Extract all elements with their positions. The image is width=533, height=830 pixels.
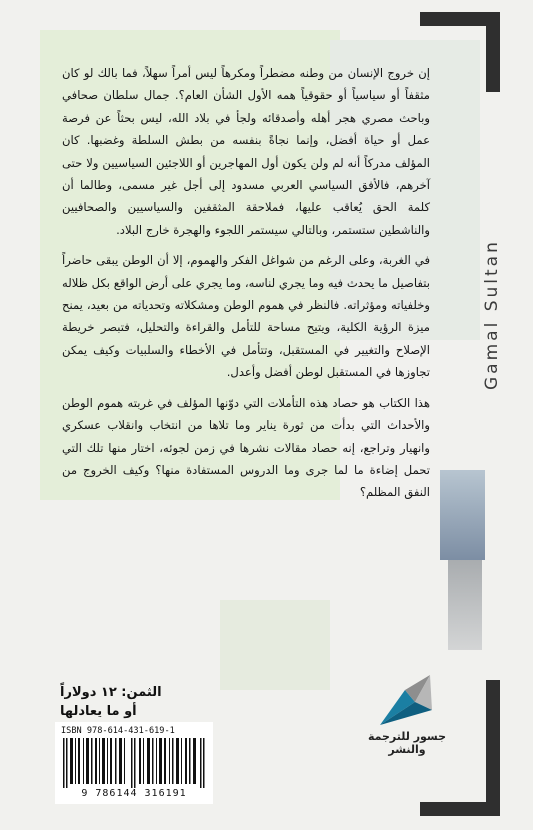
corner-bracket-top-vertical [486,12,500,92]
barcode-bars [61,738,207,788]
back-cover-blurb [62,62,430,512]
corner-bracket-bottom-vertical [486,680,500,816]
isbn-number: ISBN 978-614-431-619-1 [61,726,175,736]
publisher-logo-icon [370,670,440,730]
price-line: الثمن: ١٢ دولاراً [60,685,162,700]
price-equivalent-line: أو ما يعادلها [60,704,137,719]
background-figure-legs [448,560,482,650]
publisher-name: جسور للترجمة والنشر [367,730,447,756]
price-block [60,683,240,721]
background-figure [440,470,485,560]
vertical-author-name: Gamal Sultan [482,239,502,390]
blurb-paragraph-2: في الغربة، وعلى الرغم من شواغل الفكر والهموم، إلا أن الوطن يبقى حاضراً بتفاصيل ما يحدث فيه وما يجري لناسه، وما يجري على أرض الواقع بكل ظلاله وخلفياته ومؤثراته. فالنظر في هموم الوطن ومشكلاته وتحدياته من بعيد، يمنح ميزة الرؤية الكلية، ويتيح مساحة للتأمل والقراءة والتحليل، فتبصر خريطة الإصلاح والتغيير في المستقبل، وتتأمل في الأخطاء والسلبيات وكيف يمكن تجاوزها في المستقبل لوطن أفضل وأعدل. [62,253,430,380]
isbn-barcode [55,722,213,804]
blurb-paragraph-3: هذا الكتاب هو حصاد هذه التأملات التي دوّنها المؤلف في غربته هموم الوطن والأحداث التي بدأت من ثورة يناير وما تلاها من انتخاب وانقلاب عسكري وانهيار وتراجع، إنه حصاد مقالات نشرها في زمن لجوئه، اختار منها تلك التي تحمل إضاءة ما لما جرى وما الدروس المستفادة منها؟ وكيف الخروج من النفق المظلم؟ [62,395,430,500]
blurb-paragraph-1: إن خروج الإنسان من وطنه مضطراً ومكرهاً ليس أمراً سهلاً، فما بالك لو كان مثقفاً أو سياسياً أو حقوقياً همه الأول الشأن العام؟. جمال سلطان صحافي وباحث مصري هجر أهله وأصدقائه ولجأ في بلاد الله، ليس بحثاً عن فرصة عمل أو حياة أفضل، وإنما نجاةً بنفسه من بطش السلطة وغضبها. كان المؤلف مدركاً أنه لم ولن يكون أول المهاجرين أو اللاجئين السياسيين ولا حتى آخرهم، فالأفق السياسي العربي مسدود إلى أجل غير مسمى، وطالما أن كلمة الحق يُعاقب عليها، فملاحقة المثقفين والسياسيين والصحافيين والناشطين ستستمر، وبالتالي سيستمر اللجوء والهجرة خارج البلاد. [62,66,430,237]
background-wash-bottom [220,600,330,690]
barcode-digits: 9 786144 316191 [81,788,187,799]
